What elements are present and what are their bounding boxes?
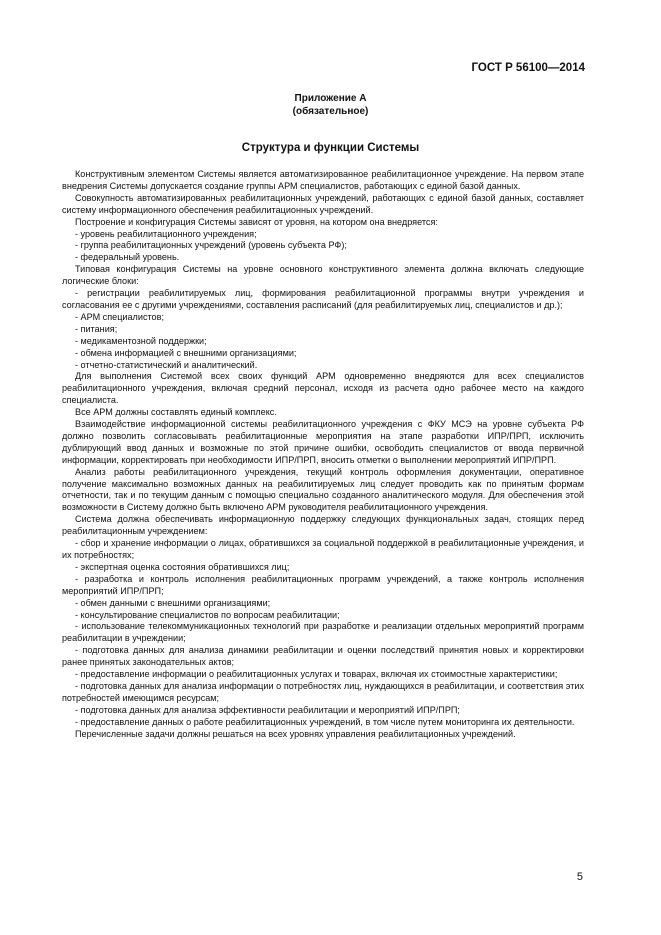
- appendix-title: Приложение А: [294, 93, 367, 104]
- section-title: Структура и функции Системы: [241, 142, 420, 154]
- paragraph: Все АРМ должны составлять единый комплекс.: [75, 407, 277, 418]
- list-item: - уровень реабилитационного учреждения;: [75, 228, 257, 239]
- list-item: - использование телекоммуникационных технологий при разработке и реализации отдельных мероприятий программ реабилитации в учреждении;: [62, 621, 584, 644]
- paragraph: Построение и конфигурация Системы зависят от уровня, на котором она внедряется:: [75, 216, 438, 227]
- paragraph: Взаимодействие информационной системы реабилитационного учреждения с ФКУ МСЭ на уровне субъекта РФ должно позволить согласовывать реабилитационные мероприятия на этапе разработки ИПР/ПРП, исключить дублирующий ввод данных и возможные по этой причине ошибки, освободить специалистов от ввода первичной информации, корректировать при необходимости ИПР/ПРП, вносить отметки о выполнении мероприятий ИПР/ПРП.: [62, 419, 584, 465]
- paragraph: Конструктивным элементом Системы является автоматизированное реабилитационное учреждение. На первом этапе внедрения Системы допускается создание группы АРМ специалистов, работающих с единой базой данных.: [62, 169, 584, 191]
- list-item: - разработка и контроль исполнения реабилитационных программ учреждений, а также контроль исполнения мероприятий ИПР/ПРП;: [62, 573, 584, 596]
- appendix-status: (обязательное): [292, 106, 369, 117]
- list-item: - сбор и хранение информации о лицах, обратившихся за социальной поддержкой в реабилитационные учреждения, и их потребностях;: [62, 538, 584, 560]
- appendix-heading: [0, 92, 661, 118]
- paragraph: Система должна обеспечивать информационную поддержку следующих функциональных задач, стоящих перед реабилитационным учреждением:: [62, 514, 584, 537]
- list-item: - предоставление информации о реабилитационных услугах и товарах, включая их стоимостные характеристики;: [75, 669, 558, 680]
- list-item: - медикаментозной поддержки;: [75, 335, 207, 346]
- paragraph: Перечисленные задачи должны решаться на всех уровнях управления реабилитационных учреждений.: [75, 728, 516, 739]
- list-item: - предоставление данных о работе реабилитационных учреждений, в том числе путем мониторинга их деятельности.: [75, 716, 575, 727]
- list-item: - обмена информацией с внешними организациями;: [75, 347, 297, 358]
- paragraph: Анализ работы реабилитационного учреждения, текущий контроль оформления документации, оперативное получение максимально возможных данных на реабилитируемых лиц следует проводить как по принятым формам отчетности, так и по текущим данным с помощью специально созданного аналитического модуля. Для обеспечения этой возможности в Систему должно быть включено АРМ руководителя реабилитационного учреждения.: [62, 466, 584, 513]
- list-item: - отчетно-статистический и аналитический.: [75, 359, 258, 370]
- standard-code: ГОСТ Р 56100—2014: [471, 62, 585, 74]
- list-item: - группа реабилитационных учреждений (уровень субъекта РФ);: [75, 240, 347, 251]
- list-item: - экспертная оценка состояния обратившихся лиц;: [75, 561, 290, 572]
- list-item: - АРМ специалистов;: [75, 311, 164, 322]
- paragraph: Для выполнения Системой всех своих функций АРМ одновременно внедряются для всех специалистов реабилитационного учреждения, включая средний персонал, исходя из расчета одно рабочее место на каждого специалиста.: [62, 371, 584, 406]
- list-item: - подготовка данных для анализа эффективности реабилитации и мероприятий ИПР/ПРП;: [75, 704, 460, 715]
- list-item: - обмен данными с внешними организациями;: [75, 597, 271, 608]
- document-body: [62, 169, 584, 741]
- list-item: - консультирование специалистов по вопросам реабилитации;: [75, 609, 340, 620]
- paragraph: Совокупность автоматизированных реабилитационных учреждений, работающих с единой базой данных, составляет систему информационного обеспечения реабилитационных учреждений.: [62, 192, 584, 215]
- list-item: - подготовка данных для анализа динамики реабилитации и оценки последствий принятия новых и корректировки ранее принятых законодательных актов;: [62, 645, 584, 668]
- list-item: - регистрации реабилитируемых лиц, формирования реабилитационной программы внутри учреждения и согласования ее с другими учреждениями, составления расписаний (для реабилитируемых лиц, специалистов и др.);: [62, 288, 584, 310]
- list-item: - питания;: [75, 323, 118, 334]
- paragraph: Типовая конфигурация Системы на уровне основного конструктивного элемента должна включать следующие логические блоки:: [62, 264, 584, 287]
- list-item: - федеральный уровень.: [75, 252, 180, 263]
- page-number: 5: [576, 871, 583, 883]
- list-item: - подготовка данных для анализа информации о потребностях лиц, нуждающихся в реабилитации, и соответствия этих потребностей имеющимся ресурсам;: [62, 680, 584, 703]
